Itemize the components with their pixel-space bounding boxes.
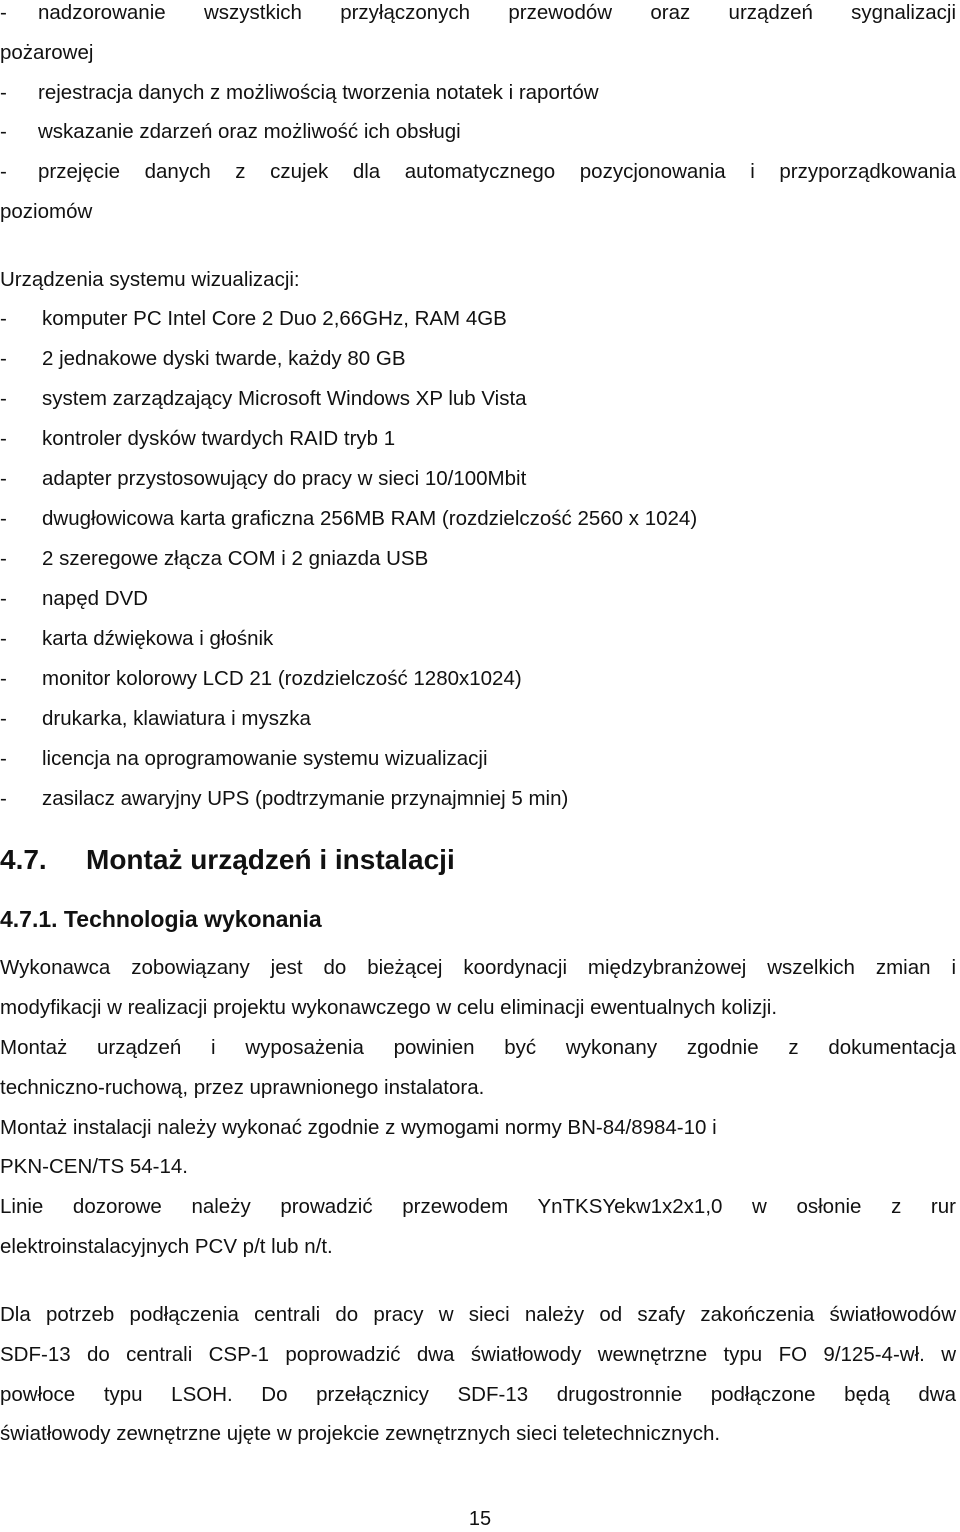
- device-item-text: komputer PC Intel Core 2 Duo 2,66GHz, RAM 4GB: [42, 307, 507, 330]
- section-title: Montaż urządzeń i instalacji: [86, 844, 455, 875]
- device-item-text: 2 szeregowe złącza COM i 2 gniazda USB: [42, 547, 429, 570]
- paragraph-line: techniczno-ruchową, przez uprawnionego instalatora.: [0, 1076, 485, 1099]
- list-item-text: wskazanie zdarzeń oraz możliwość ich obsługi: [38, 120, 461, 143]
- paragraph-line: Wykonawca zobowiązany jest do bieżącej koordynacji międzybranżowej wszelkich zmian i: [0, 956, 956, 979]
- list-dash: -: [0, 81, 7, 104]
- top-list-item-1: [0, 0, 956, 26]
- device-item-text: system zarządzający Microsoft Windows XP lub Vista: [42, 387, 527, 410]
- paragraph-line: modyfikacji w realizacji projektu wykonawczego w celu eliminacji ewentualnych kolizji.: [0, 996, 778, 1019]
- paragraph-line: SDF-13 do centrali CSP-1 poprowadzić dwa światłowody wewnętrzne typu FO 9/125-4-wł. w: [0, 1343, 956, 1366]
- list-dash: -: [0, 160, 7, 183]
- list-dash: -: [0, 707, 7, 730]
- list-dash: -: [0, 667, 7, 690]
- device-item-text: drukarka, klawiatura i myszka: [42, 707, 311, 730]
- page-number: 15: [468, 1508, 492, 1530]
- list-dash: -: [0, 587, 7, 610]
- list-item-text: poziomów: [0, 200, 93, 223]
- paragraph-line: PKN-CEN/TS 54-14.: [0, 1155, 188, 1178]
- device-item-text: dwugłowicowa karta graficzna 256MB RAM (rozdzielczość 2560 x 1024): [42, 507, 698, 530]
- paragraph-line: powłoce typu LSOH. Do przełącznicy SDF-13 drugostronnie podłączone będą dwa: [0, 1383, 956, 1406]
- devices-heading: Urządzenia systemu wizualizacji:: [0, 268, 300, 291]
- device-item-text: napęd DVD: [42, 587, 148, 610]
- paragraph-line: elektroinstalacyjnych PCV p/t lub n/t.: [0, 1235, 333, 1258]
- paragraph-line: światłowody zewnętrzne ujęte w projekcie zewnętrznych sieci teletechnicznych.: [0, 1422, 721, 1445]
- list-item-text: przejęcie danych z czujek dla automatycznego pozycjonowania i przyporządkowania: [38, 160, 956, 183]
- top-list-item-4: [0, 159, 956, 185]
- device-item-text: karta dźwiękowa i głośnik: [42, 627, 274, 650]
- paragraph-line: Linie dozorowe należy prowadzić przewodem YnTKSYekw1x2x1,0 w osłonie z rur: [0, 1195, 956, 1218]
- subsection-heading: 4.7.1. Technologia wykonania: [0, 906, 322, 932]
- list-item-text: rejestracja danych z możliwością tworzenia notatek i raportów: [38, 81, 599, 104]
- list-item-text: nadzorowanie wszystkich przyłączonych przewodów oraz urządzeń sygnalizacji: [38, 1, 956, 24]
- top-list-item-4-cont: [0, 199, 92, 225]
- list-dash: -: [0, 427, 7, 450]
- list-dash: -: [0, 507, 7, 530]
- top-list-item-1-cont: [0, 40, 93, 66]
- list-dash: -: [0, 120, 7, 143]
- list-dash: -: [0, 387, 7, 410]
- list-dash: -: [0, 787, 7, 810]
- list-dash: -: [0, 627, 7, 650]
- device-item-text: 2 jednakowe dyski twarde, każdy 80 GB: [42, 347, 406, 370]
- list-dash: -: [0, 467, 7, 490]
- list-dash: -: [0, 347, 7, 370]
- list-dash: -: [0, 307, 7, 330]
- device-item-text: monitor kolorowy LCD 21 (rozdzielczość 1280x1024): [42, 667, 522, 690]
- paragraph-line: Montaż urządzeń i wyposażenia powinien być wykonany zgodnie z dokumentacja: [0, 1036, 956, 1059]
- paragraph-line: Dla potrzeb podłączenia centrali do pracy w sieci należy od szafy zakończenia światłowodów: [0, 1303, 956, 1326]
- section-number: 4.7.: [0, 844, 47, 875]
- list-dash: -: [0, 1, 7, 24]
- device-item-text: zasilacz awaryjny UPS (podtrzymanie przynajmniej 5 min): [42, 787, 569, 810]
- device-item-text: adapter przystosowujący do pracy w sieci 10/100Mbit: [42, 467, 527, 490]
- list-item-text: pożarowej: [0, 41, 94, 64]
- device-item-text: licencja na oprogramowanie systemu wizualizacji: [42, 747, 488, 770]
- device-item-text: kontroler dysków twardych RAID tryb 1: [42, 427, 396, 450]
- list-dash: -: [0, 547, 7, 570]
- paragraph-line: Montaż instalacji należy wykonać zgodnie z wymogami normy BN-84/8984-10 i: [0, 1116, 717, 1139]
- list-dash: -: [0, 747, 7, 770]
